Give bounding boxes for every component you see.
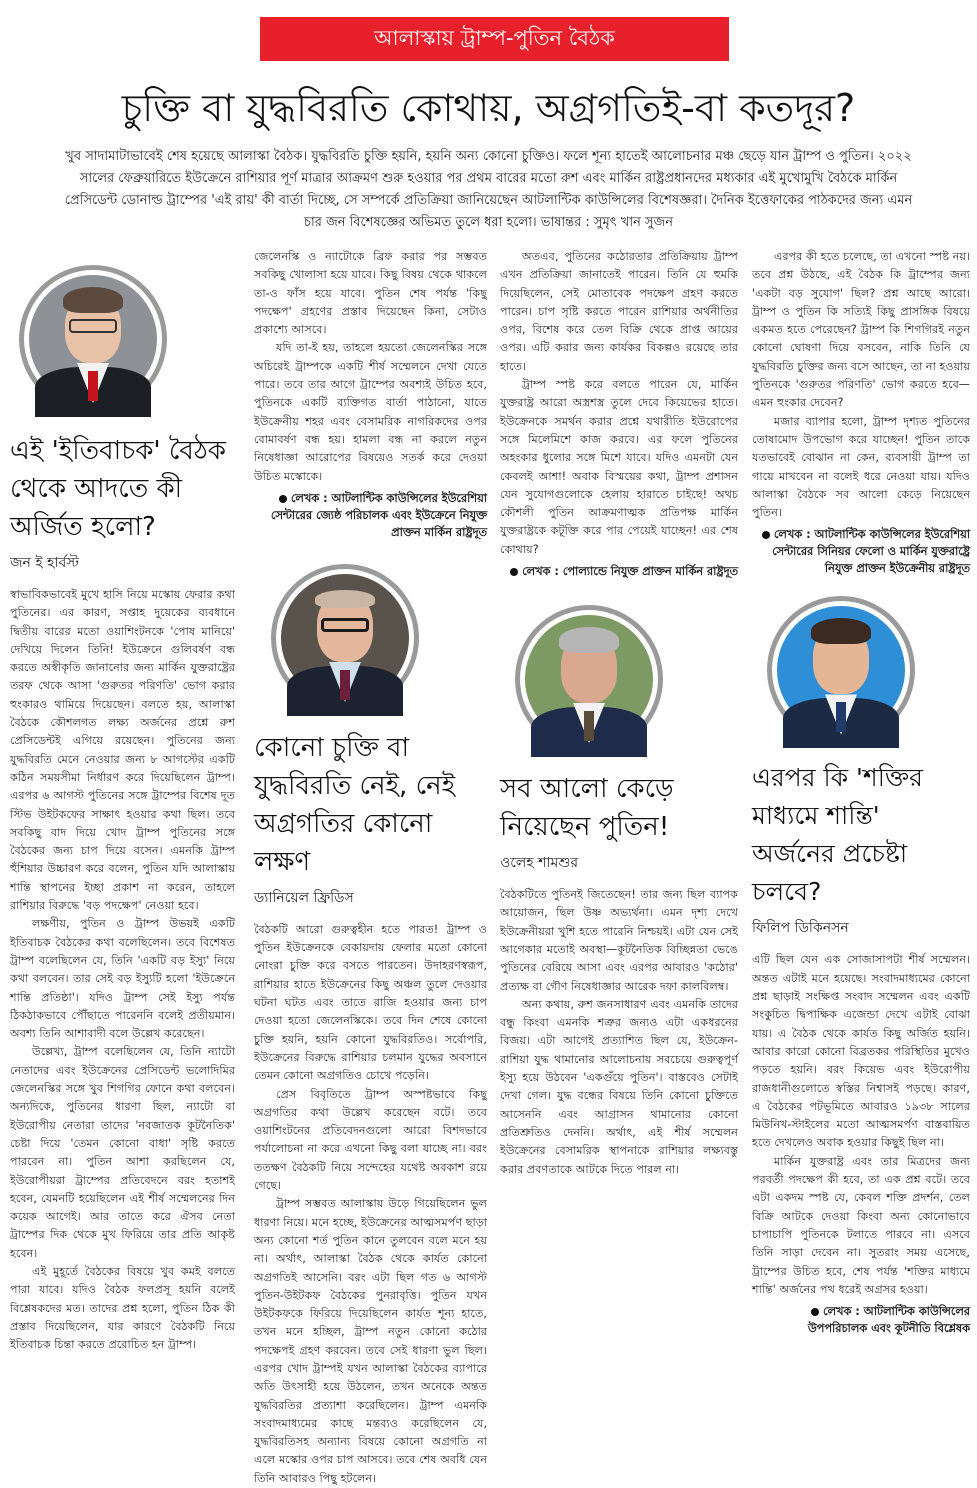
article-1-para: উল্লেখ্য, ট্রাম্প বলেছিলেন যে, তিনি ন্যাটো নেতাদের এবং ইউক্রেনের প্রেসিডেন্ট ভলোদিমির জেলেনস্কির সঙ্গে খুব শিগগির ফোনে কথা বলবেন। অন্যদিকে, পুতিনের ধারণা ছিল, ন্যাটো বা ইউরোপীয় নেতারা তাদের 'নবজাতক কূটনৈতিক' চেষ্টা দিয়ে 'তেমন কোনো বাধা' সৃষ্টি করতে পারবেন না। পুতিন আশা করছিলেন যে, ইউরোপীয়রা ট্রাম্পের প্রতিবেদনে বরং হতাশই হবেন, যেমনটি হয়েছিলেন এই শীর্ষ সম্মেলনের দিন কয়েক আগেই। আর তাতে করে ঐসব নেতা ট্রাম্পের দিক থেকে মুখ ফিরিয়ে তার প্রতি আকৃষ্ট হবেন। xyxy=(10,1045,235,1260)
article-3-writer-note xyxy=(752,526,970,577)
bullet-icon xyxy=(762,531,770,539)
section-kicker xyxy=(260,17,729,61)
column-1 xyxy=(10,248,235,1352)
article-1-para: লক্ষণীয়, পুতিন ও ট্রাম্প উভয়ই একটি ইতিবাচক বৈঠকের কথা বলেছিলেন। তবে বিশেষত ট্রাম্প বলেছিলেন যে, তিনি 'একটি বড় ইস্যু' নিয়ে কথা বলবেন। তার সেই বড় ইস্যুটি হলো 'ইউক্রেনে শান্তি প্রতিষ্ঠা'। যদিও ট্রাম্প সেই ইস্যু পর্যন্ত ঠিকঠাকভাবে পৌঁছাতে পারেননি বলেই প্রতীয়মান। অবশ্য তিনি আশাবাদী বলে উল্লেখ করেছেন। xyxy=(10,917,235,1041)
article-2-title: কোনো চুক্তি বা যুদ্ধবিরতি নেই, নেই অগ্রগতির কোনো লক্ষণ xyxy=(254,732,456,877)
article-3-para: বৈঠকটিতে পুতিনই জিতেছেন! তার জন্য ছিল ব্যাপক আয়োজন, ছিল উষ্ণ অভ্যর্থনা। এমন দৃশ্য দেখে ইউক্রেনীয়রা খুশি হতে পারেনি নিশ্চয়ই। এটা যেন সেই আগেকার মতোই অবস্থা—কূটনৈতিক বিচ্ছিন্নতা ভেঙে পুতিনের বেরিয়ে আসা এবং এরপর আবারও 'কঠোর' প্রত্যক্ষ বা গৌণ নিষেধাজ্ঞার আরেক দফা কালবিলম্ব। xyxy=(500,888,738,993)
article-2-para: ট্রাম্প স্পষ্ট করে বলতে পারেন যে, মার্কিন যুক্তরাষ্ট্র আরো অস্ত্রশস্ত্র তুলে দেবে কিয়েভের হাতে। ইউক্রেনকে সমর্থন করার প্রশ্নে যথারীতি ইউরোপের সঙ্গে মিলেমিশে কাজ করবে। এর ফলে পুতিনের অহংকার ধুলোর সঙ্গে মিশে যাবে। যদিও এমনটা যেন কেবলই আশা! অবাক বিস্ময়ের কথা, ট্রাম্প প্রশাসন যেন সুযোগগুলোকে হেলায় হারাতে চাইছে! অথচ কৌশলী পুতিন আক্রমণাত্মক প্রতিপক্ষ মার্কিন যুক্তরাষ্ট্রকে কটূক্তি করে পার পেয়েই যাচ্ছেন! এর শেষ কোথায়? xyxy=(500,378,738,556)
bullet-icon xyxy=(811,1308,819,1316)
column-3 xyxy=(500,248,738,1280)
writer-note-text: লেখক : আটলান্টিক কাউন্সিলের ইউরেশিয়া সেন্টারের জ্যেষ্ঠ পরিচালক এবং ইউক্রেনে নিযুক্ত প্রাক্তন মার্কিন রাষ্ট্রদূত xyxy=(270,491,487,539)
article-4-writer-note xyxy=(752,1303,970,1337)
article-3-author: ওলেহ শামশুর xyxy=(500,855,579,872)
bullet-icon xyxy=(279,495,287,503)
intro-paragraph: খুব সাদামাটাভাবেই শেষ হয়েছে আলাস্কা বৈঠক। যুদ্ধবিরতি চুক্তি হয়নি, হয়নি অন্য কোনো চুক্তিও। ফলে শূন্য হাতেই আলোচনার মঞ্চ ছেড়ে যান ট্রাম্প ও পুতিন। ২০২২ সালের ফেব্রুয়ারিতে ইউক্রেনে রাশিয়ার পূর্ণ মাত্রার আক্রমণ শুরু হওয়ার পর প্রথম বারের মতো রুশ এবং মার্কিন রাষ্ট্রপ্রধানদের মধ্যকার এই মুখোমুখি বৈঠকে মার্কিন প্রেসিডেন্ট ডোনাল্ড ট্রাম্পের 'এই রায়' কী বার্তা দিচ্ছে, সে সম্পর্কে প্রতিক্রিয়া জানিয়েছেন আটলান্টিক কাউন্সিলের বিশেষজ্ঞরা। দৈনিক ইত্তেফাকের পাঠকদের জন্য এমন চার জন বিশেষজ্ঞের অভিমত তুলে ধরা হলো। ভাষান্তর : সুমৃৎ খান সুজন xyxy=(64,149,913,230)
article-1-para: স্বাভাবিকভাবেই মুখে হাসি নিয়ে মস্কোয় ফেরার কথা পুতিনের। এর কারণ, সপ্তাহ দুয়েকের ব্যবধানে দ্বিতীয় বারের মতো ওয়াশিংটনকে 'পোষ মানিয়ে' দেখিয়ে দিলেন তিনি! ইউক্রেনে গুলিবর্ষণ বন্ধ করতে অস্বীকৃতি জানানোর জন্য মার্কিন যুক্তরাষ্ট্রের তরফ থেকে আসা 'গুরুতর পরিণতি' ভোগ করার হুংকারও থামিয়ে দিয়েছেন। বলতে হয়, আলাস্কা বৈঠকে কৌশলগত লক্ষ্য অর্জনের প্রশ্নে রুশ প্রেসিডেন্টই এগিয়ে রয়েছেন। পুতিনের জন্য যুদ্ধবিরতি মেনে নেওয়ার জন্য ৮ আগস্টের একটি কঠিন সময়সীমা নির্ধারণ করে দিয়েছিলেন ট্রাম্প। এরপর ৬ আগস্ট পুতিনের সঙ্গে ট্রাম্পের বিশেষ দূত স্টিভ উইটকফের সাক্ষাৎ হওয়ার কথা ছিল। তবে সবকিছু বাদ দিয়ে খোদ ট্রাম্প পুতিনের সঙ্গে বৈঠকের জন্য চাপ দিয়ে বসেন। এমনকি ট্রাম্প হুঁশিয়ার উচ্চারণ করে বলেন, পুতিন যদি আলাস্কায় শান্তি স্থাপনের ইচ্ছা প্রকাশ না করেন, তাহলে রাশিয়ার বিরুদ্ধে 'বড় পদক্ষেপ' নেওয়া হবে। xyxy=(10,588,235,913)
writer-note-text: লেখক : আটলান্টিক কাউন্সিলের ইউরেশিয়া সেন্টারের সিনিয়র ফেলো ও মার্কিন যুক্তরাষ্ট্রে নিযুক্ত প্রাক্তন ইউক্রেনীয় রাষ্ট্রদূত xyxy=(772,528,970,576)
writer-note-text: লেখক : আটলান্টিক কাউন্সিলের উপপরিচালক এবং কূটনীতি বিশ্লেষক xyxy=(807,1305,970,1336)
article-1-para: যদি তা-ই হয়, তাহলে হয়তো জেলেনস্কির সঙ্গে অচিরেই ট্রাম্পকে একটি শীর্ষ সম্মেলনে দেখা যেতে পারে। তবে তার আগে ট্রাম্পের অবশ্যই উচিত হবে, পুতিনকে একটি ব্যক্তিগত বার্তা পাঠানো, যাতে ইউক্রেনীয় শহর এবং বেসামরিক নাগরিকদের ওপর বোমাবর্ষণ বন্ধ হয়। হামলা বন্ধ না করলে নতুন নিষেধাজ্ঞা আরোপের বিষয়েও সতর্ক করে দেওয়া উচিত মস্কোকে। xyxy=(254,341,487,483)
article-3-para: অন্য কথায়, রুশ জনসাধারণ এবং এমনকি তাদের বন্ধু কিংবা এমনকি শত্রুর জন্যও এটা একধরনের বিজয়। এটা আগেই প্রত্যাশিত ছিল যে, ইউক্রেন-রাশিয়া যুদ্ধ থামানোর আলোচনায় সবচেয়ে গুরুত্বপূর্ণ ইস্যু হয়ে উঠবেন 'একগুঁয়ে পুতিন'। বাস্তবেও সেটাই দেখা গেল। যুদ্ধ বন্ধের বিষয়ে তিনি কোনো চুক্তিতে আসেননি এবং আগ্রাসন থামানোর কোনো প্রতিশ্রুতিও দেননি। অর্থাৎ, এই শীর্ষ সম্মেলন ইউক্রেনের বেসামরিক স্থাপনাকে রাশিয়ার লক্ষ্যবস্তু করার প্রবণতাকে আটকে দিতে পারল না। xyxy=(500,997,738,1176)
author-photo-shamshur xyxy=(520,610,658,748)
article-2-author: ড্যানিয়েল ফ্রিডিস xyxy=(254,889,354,906)
article-2-para: বৈঠকটি আরো গুরুত্বহীন হতে পারত! ট্রাম্প ও পুতিন ইউক্রেনকে বেকায়দায় ফেলার মতো কোনো নোংরা চুক্তি করে বসতে পারতেন। উদাহরণস্বরূপ, রাশিয়ার হাতে ইউক্রেনের কিছু অঞ্চল তুলে দেওয়ার ঘটনা ঘটত এবং তাতে রাজি হওয়ার জন্য চাপ দেওয়া হতো জেলেনস্কিকে। তবে দিন শেষে কোনো চুক্তি হয়নি, হয়নি কোনো যুদ্ধবিরতিও। সর্বোপরি, ইউক্রেনের বিরুদ্ধে রাশিয়ার চলমান যুদ্ধের অবসানে তেমন কোনো অগ্রগতিও চোখে পড়েনি। xyxy=(254,922,487,1083)
article-1-title: এই 'ইতিবাচক' বৈঠক থেকে আদতে কী অর্জিত হলো? xyxy=(10,436,226,542)
article-1-writer-note xyxy=(254,490,487,541)
main-headline: চুক্তি বা যুদ্ধবিরতি কোথায়, অগ্রগতিই-বা কতদূর? xyxy=(121,86,856,130)
article-4-para: মার্কিন যুক্তরাষ্ট্র এবং তার মিত্রদের জন্য পরবর্তী পদক্ষেপ কী হবে, তা এক প্রশ্ন বটে। তবে এটা একদম স্পষ্ট যে, কেবল শক্তি প্রদর্শন, তেল বিক্রি আটকে দেওয়া কিংবা অন্য কোনোভাবে চাপাচাপি পুতিনকে টলাতে পারবে না। এসবে তিনি সাড়া দেবেন না। সুতরাং সময় এসেছে, ট্রাম্পের উচিত হবে, শেষ পর্যন্ত 'শক্তির মাধ্যমে শান্তি' অর্জনের পথ ধরেই অগ্রসর হওয়া। xyxy=(752,1154,970,1296)
article-3-para: এরপর কী হতে চলেছে, তা এখনো স্পষ্ট নয়। তবে প্রশ্ন উঠছে, এই বৈঠক কি ট্রাম্পের জন্য 'একটা বড় সুযোগ' ছিল? প্রশ্ন আছে আরো। ট্রাম্প ও পুতিন কি সত্যিই কিছু প্রাসঙ্গিক বিষয়ে একমত হতে পেরেছেন? ট্রাম্প কি শিগগিরই নতুন কোনো ঘোষণা দিয়ে বসবেন, নাকি তিনি যে যুদ্ধবিরতি চুক্তির জন্য বসে আছেন, তা না হওয়ায় পুতিনকে 'গুরুতর পরিণতি' ভোগ করতে হবে—এমন হুংকার দেবেন? xyxy=(752,250,970,410)
article-3-title: সব আলো কেড়ে নিয়েছেন পুতিন! xyxy=(500,774,674,843)
article-1-para: জেলেনস্কি ও ন্যাটোকে ব্রিফ করার পর সম্ভবত সবকিছু খোলাসা হয়ে যাবে। কিছু বিষয় থেকে থাকলে তা-ও ফাঁস হয়ে যাবে। পুতিন শেষ পর্যন্ত 'কিছু পদক্ষেপ' গ্রহণের প্রস্তাব দিয়েছেন কিনা, সেটাও প্রকাশ্যে আসবে। xyxy=(254,250,487,337)
article-2-para: ট্রাম্প সম্ভবত আলাস্কায় উড়ে গিয়েছিলেন ভুল ধারণা নিয়ে। মনে হচ্ছে, ইউক্রেনের আত্মসমর্পণ ছাড়া অন্য কোনো শর্ত পুতিন কানে তুলবেন বলে মনে হয় না। অর্থাৎ, আলাস্কা বৈঠক থেকে কার্যত কোনো অগ্রগতিই আসেনি। বরং এটা ছিল গত ৬ আগস্ট পুতিন-উইটকফ বৈঠকের পুনরাবৃত্তি। পুতিন যখন উইটকফকে ফিরিয়ে দিয়েছিলেন কার্যত শূন্য হাতে, তখন মনে হচ্ছিল, ট্রাম্প নতুন কোনো কঠোর পদক্ষেপই গ্রহণ করবেন। তবে সেই ধারণা ভুল ছিল। এরপর খোদ ট্রাম্পই যখন আলাস্কা বৈঠকের ব্যাপারে অতি উৎসাহী হয়ে উঠলেন, তখন অনেকে অন্তত যুদ্ধবিরতির প্রত্যাশা করেছিলেন। ট্রাম্প এমনকি সংবাদমাধ্যমের কাছে মন্তব্যও করেছিলেন যে, যুদ্ধবিরতিসহ অন্যান্য বিষয়ে কোনো অগ্রগতি না এলে মস্কোর ওপর চাপ আসবে। তবে শেষ অবধি যেন তিনি আবারও পিছু হটলেন। xyxy=(254,1197,487,1485)
writer-note-text: লেখক : পোল্যান্ডে নিযুক্ত প্রাক্তন মার্কিন রাষ্ট্রদূত xyxy=(522,565,738,579)
column-4 xyxy=(752,248,970,1336)
author-photo-dickinson xyxy=(772,601,910,739)
article-4-author: ফিলিপ ডিকিনসন xyxy=(752,920,849,937)
article-2-para: প্রেস বিবৃতিতে ট্রাম্প অস্পষ্টভাবে কিছু অগ্রগতির কথা উল্লেখ করেছেন বটে। তবে ওয়াশিংটনের প্রতিবেদনগুলো আরো বিশদভাবে পর্যালোচনা না করে এখনো কিছু বলা যাচ্ছে না। বরং ততক্ষণ বৈঠকটি নিয়ে সন্দেহের যথেষ্ট অবকাশ রয়ে গেছে। xyxy=(254,1087,487,1193)
column-2 xyxy=(254,248,487,1485)
article-2-writer-note xyxy=(500,563,738,580)
article-3-para: মজার ব্যাপার হলো, ট্রাম্প দৃশ্যত পুতিনের তোষামোদ উপভোগ করে যাচ্ছেন! পুতিন তাকে যতভাবেই বোঝান না কেন, ব্যবসায়ী ট্রাম্প তা গায়ে মাখবেন না বলেই ধরে নেওয়া যায়। যদিও আলাস্কা বৈঠকে সব আলো কেড়ে নিয়েছেন পুতিন। xyxy=(752,414,970,520)
kicker-text: আলাস্কায় ট্রাম্প-পুতিন বৈঠক xyxy=(374,25,615,50)
article-2-para: অতএব, পুতিনের কঠোরতার প্রতিক্রিয়ায় ট্রাম্প এখন প্রতিক্রিয়া জানাতেই পারেন। তিনি যে হুমকি দিয়েছিলেন, সেই মোতাবেক পদক্ষেপ গ্রহণ করতে পারেন। চাপ সৃষ্টি করতে পারেন রাশিয়ার অর্থনীতির ওপর, বিশেষ করে তেল বিক্রি থেকে প্রাপ্ত আয়ের ওপর। এটি করার জন্য কার্যকর বিকল্পও রয়েছে তার হাতে। xyxy=(500,250,738,373)
article-4-title: এরপর কি 'শক্তির মাধ্যমে শান্তি' অর্জনের প্রচেষ্টা চলবে? xyxy=(752,763,923,907)
article-1-author: জন ই হার্বস্ট xyxy=(10,555,79,571)
article-4-para: এটি ছিল যেন এক সোজাসাপটা শীর্ষ সম্মেলন। অন্তত এটাই মনে হয়েছে। সংবাদমাধ্যমের কোনো প্রশ্ন ছাড়াই সংক্ষিপ্ত সংবাদ সম্মেলন এবং একটি সংকুচিত দ্বিপাক্ষিক এজেন্ডা দেখে এটাই বোঝা যায়। এ বৈঠক থেকে কার্যত কিছু অর্জিত হয়নি। আবার কারো কোনো বিব্রতকর পরিস্থিতির মুখেও পড়তে হয়নি। বরং কিয়েভ এবং ইউরোপীয় রাজধানীগুলোতে স্বস্তির নিশ্বাসই পড়ছে। কারণ, এ বৈঠকের পটভূমিতে আবারও ১৯৩৮ সালের মিউনিখ-স্টাইলের মতো আত্মসমর্পণ বাস্তবায়িত হতে দেখলেও অবাক হওয়ার কিছুই ছিল না। xyxy=(752,953,970,1150)
author-photo-fried xyxy=(276,569,414,707)
article-1-para: এই মুহূর্তে বৈঠকের বিষয়ে খুব কমই বলতে পারা যাবে। যদিও বৈঠক ফলপ্রসূ হয়নি বলেই বিশ্লেষকদের মত। তাদের প্রশ্ন হলো, পুতিন ঠিক কী প্রস্তাব দিয়েছিলেন, যার কারণে বৈঠকটি নিয়ে ইতিবাচক চিন্তা করতে প্ররোচিত হন ট্রাম্প। xyxy=(10,1264,235,1352)
bullet-icon xyxy=(510,568,518,576)
author-photo-herbst xyxy=(24,270,162,408)
